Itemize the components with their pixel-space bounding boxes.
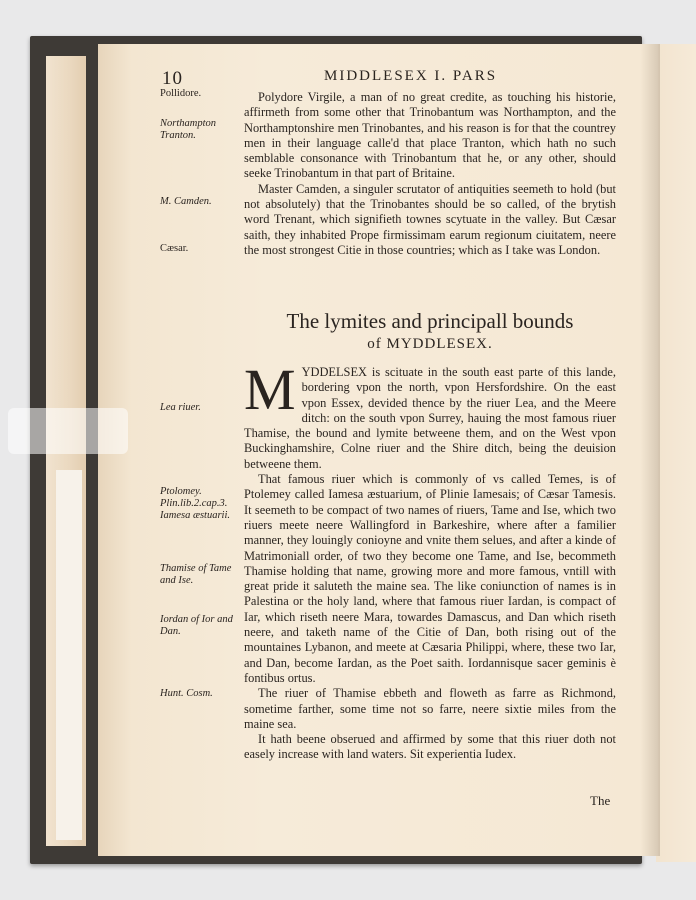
margin-note: Lea riuer.	[160, 402, 201, 413]
transparent-page-clip	[8, 408, 128, 454]
intro-paragraph-2: Master Camden, a singuler scrutator of antiquities seemeth to hold (but not absolutely) that the Trinobantes should be so called, of the brytish word Trenant, which signifieth townes scytuate in the valley. But Cæsar saith, they inhabited Prope firmissimam earum regionum ciuitatem, neere the most strongest Citie in those countries; which as I take was London.	[244, 181, 616, 257]
page-number: 10	[162, 68, 183, 89]
intro-text	[244, 90, 616, 258]
gutter-shadow	[640, 44, 660, 856]
section-paragraph-4: It hath beene obserued and affirmed by some that this riuer doth not easely increase with land waters. Sit experientia Iudex.	[244, 732, 616, 762]
section-paragraph-2: That famous riuer which is commonly of vs called Temes, is of Ptolemey called Iamesa æstuarium, of Plinie Iamesais; of Cæsar Tamesis. It seemeth to be compact of two names of riuers, Tame and Ise, which two riuers meete neere Wallingford in Barkeshire, where after a familier manner, they louingly conioyne and vnite them selues, and after a kinde of Matrimoniall order, of two they become one Tame, and Ise, becommeth Thamise holding that name, growing more and more famous, vntill with great pride it saluteth the maine sea. The like coniunction of names is in Palestina or the holy land, where that famous riuer Iardan, is compact of Iar, which riseth neere Mara, towardes Damascus, and Dan which riseth neere, and taketh name of the Citie of Dan, both rising out of the mountaines Lybanon, and meete at Cæsaria Philippi, where, these two Iar, and Dan, become Iardan, as the Poet saith. Iordannisque sacer geminis è fontibus ortus.	[244, 472, 616, 685]
drop-cap-letter: M	[244, 357, 296, 422]
heading-line-1: The lymites and principall bounds	[286, 309, 574, 333]
margin-note: Iordan of Ior and Dan.	[160, 614, 233, 638]
margin-note: M. Camden.	[160, 196, 212, 207]
section-paragraph-3: The riuer of Thamise ebbeth and floweth as farre as Richmond, sometime farther, some time not so farre, neere sixtie miles from the maine sea.	[244, 686, 616, 731]
section-paragraph-1-text: YDDELSEX is scituate in the south east parte of this lande, bordering vpon the north, vpon Hersfordshire. On the east vpon Essex, devided thence by the riuer Lea, and the Meere ditch: on the south vpon Surrey, hauing the most famous riuer Thamise, the bound and lymite betweene them, and on the West vpon Buckinghamshire, Colne riuer and the Shire ditch, being the deuision betweene them.	[244, 365, 616, 471]
inserted-paper-strip	[56, 470, 82, 840]
section-paragraph-1	[244, 357, 616, 472]
section-body	[244, 357, 616, 763]
margin-note: Thamise of Tame and Ise.	[160, 563, 232, 587]
margin-note: Ptolomey. Plin.lib.2.cap.3. Iamesa æstuarii.	[160, 486, 231, 522]
margin-note: Northampton Tranton.	[160, 118, 217, 142]
margin-note: Cæsar.	[160, 243, 189, 254]
running-title: MIDDLESEX I. PARS	[324, 68, 498, 84]
page-header	[162, 68, 650, 88]
catchword: The	[590, 793, 611, 808]
section-heading	[244, 308, 616, 354]
heading-line-2: of MYDDLESEX.	[367, 336, 493, 352]
intro-paragraph-1: Polydore Virgile, a man of no great credite, as touching his historie, affirmeth from some other that Trinobantum was Northampton, and the Northamptonshire men Trinobantes, and his reason is for that the countrey men in their language calle'd that place Tranton, which hath no such semblable consonance with Trinobantum that he, or any other, should seeke Trinobantum in that part of Britaine.	[244, 90, 616, 181]
right-page-edge	[656, 44, 696, 862]
margin-note: Pollidore.	[160, 88, 202, 99]
margin-note: Hunt. Cosm.	[160, 688, 213, 699]
